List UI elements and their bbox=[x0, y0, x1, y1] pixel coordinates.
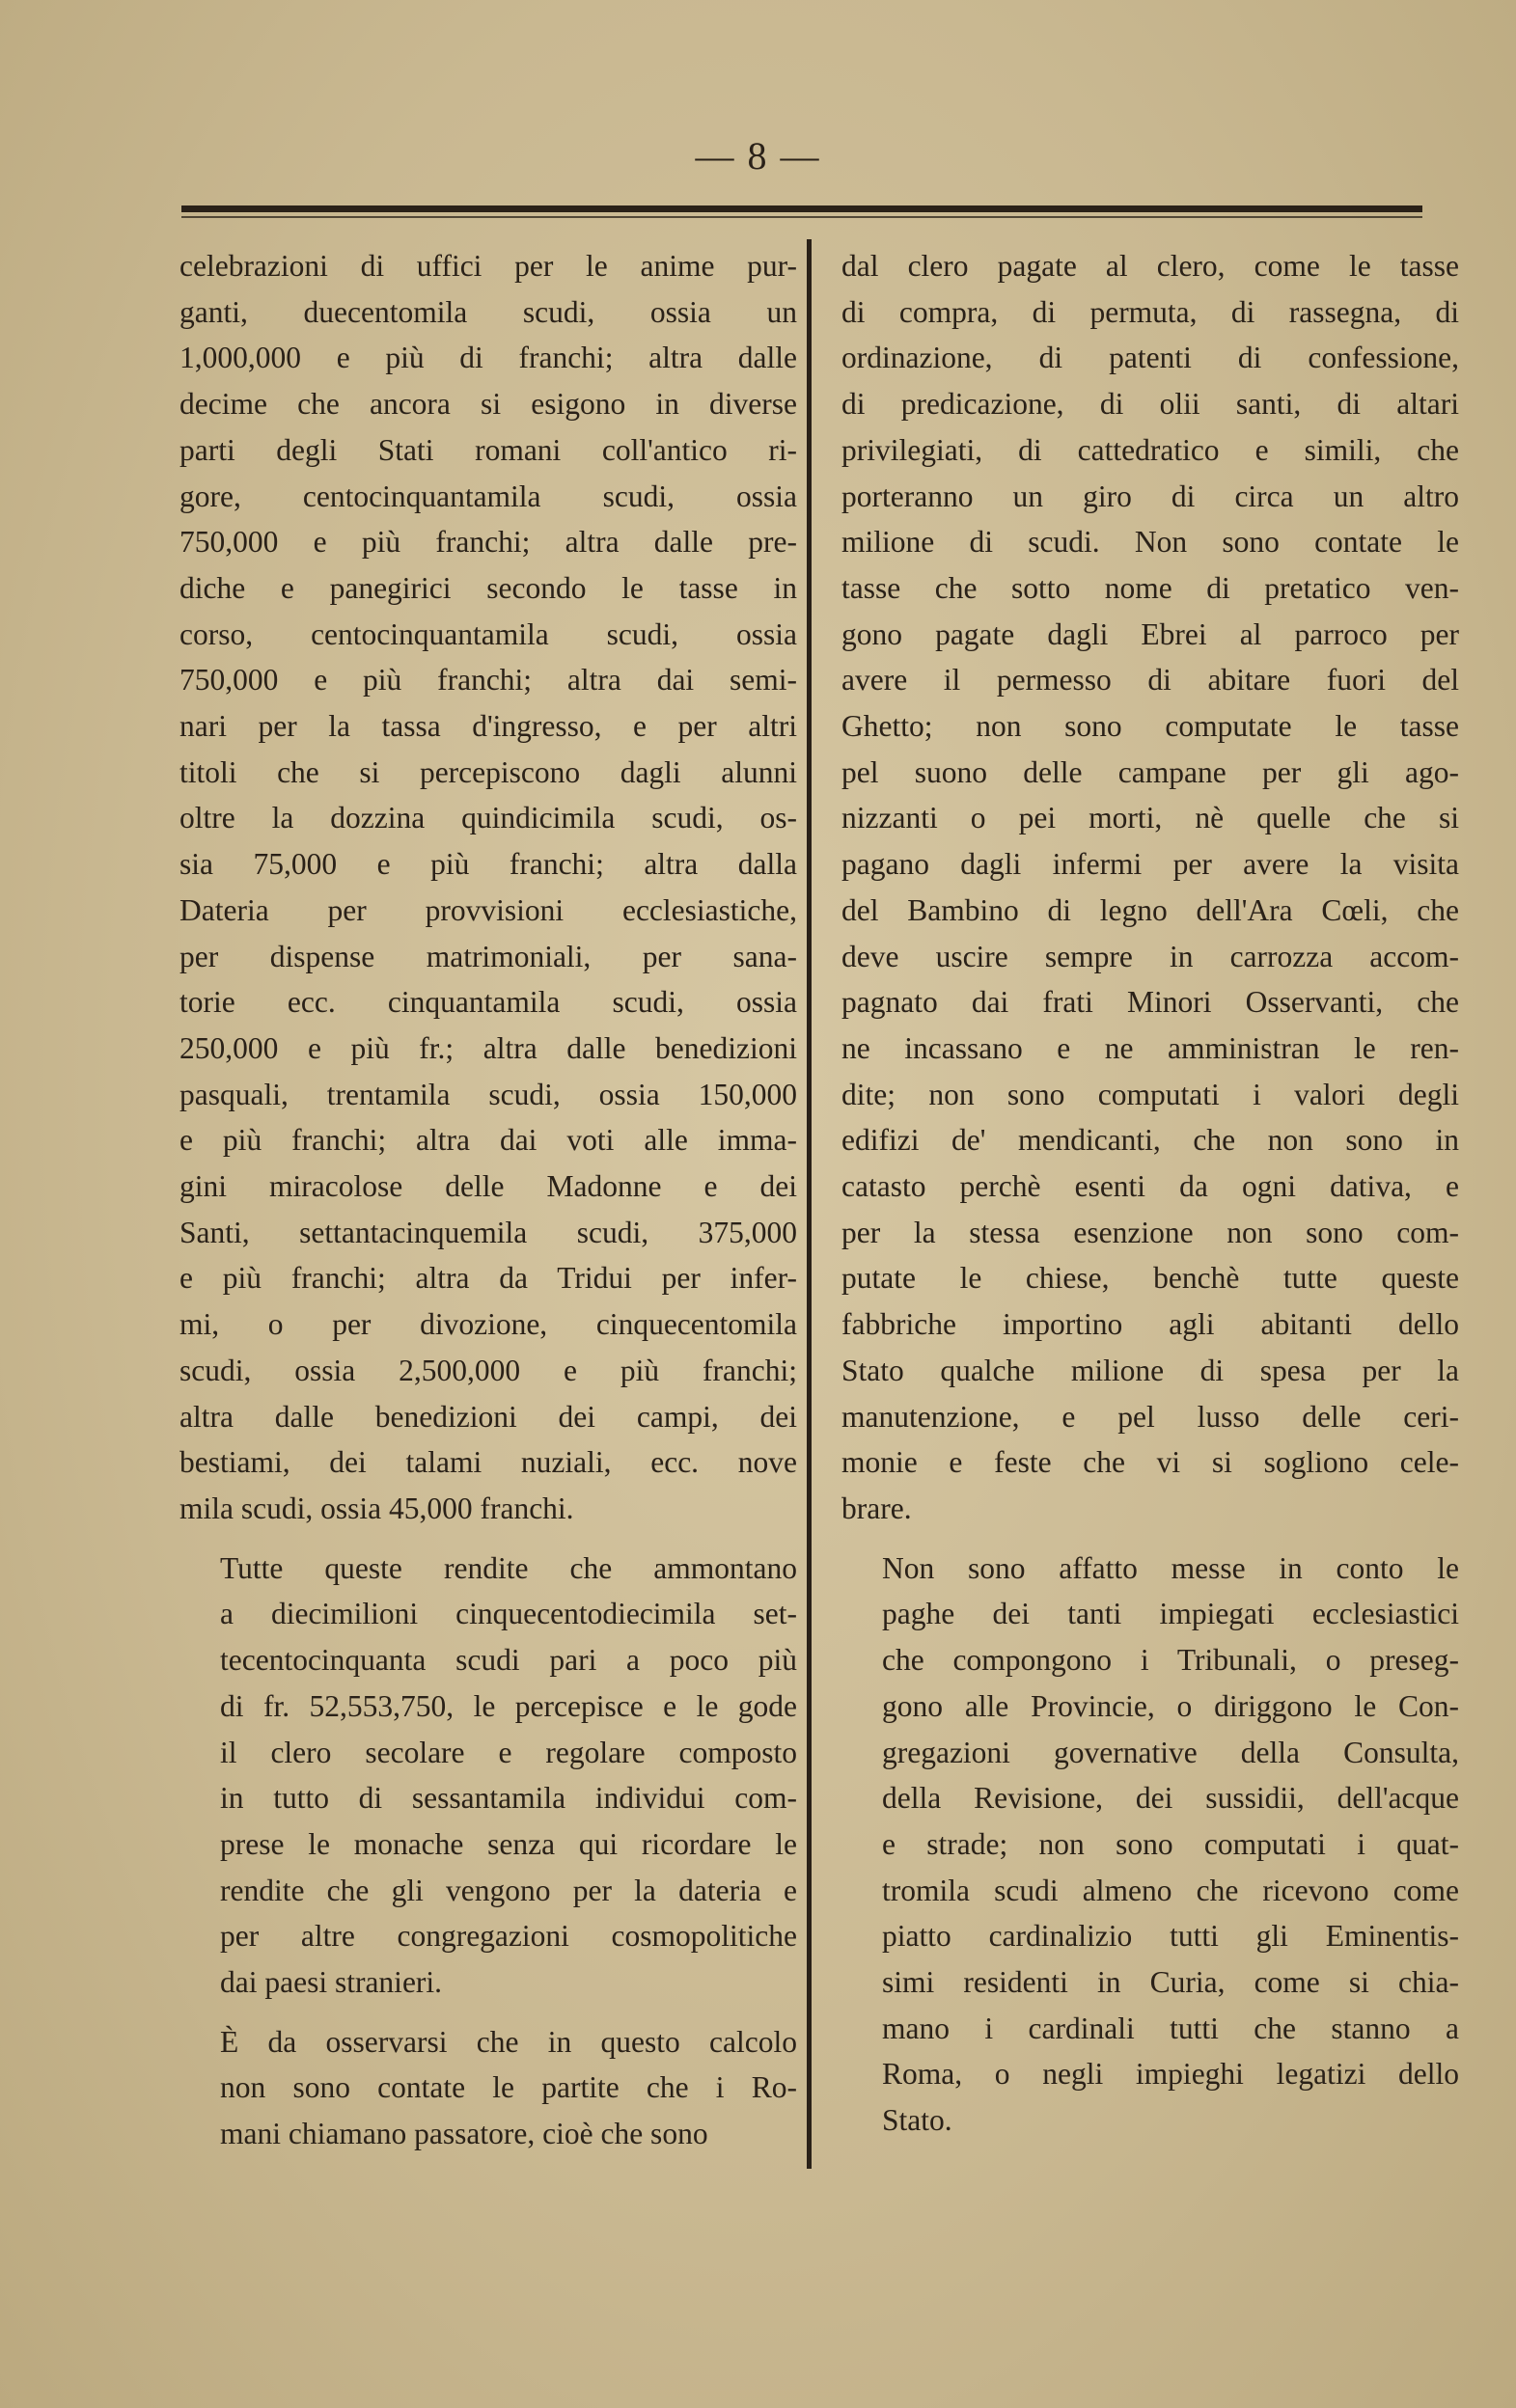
text-line: Ghetto; non sono computate le tasse bbox=[841, 709, 1459, 744]
text-line: 1,000,000 e più di franchi; altra dalle bbox=[179, 341, 797, 375]
text-line: edifizi de' mendicanti, che non sono in bbox=[841, 1123, 1459, 1158]
text-line: di compra, di permuta, di rassegna, di bbox=[841, 294, 1459, 329]
text-line: sia 75,000 e più franchi; altra dalla bbox=[179, 847, 797, 882]
text-line: prese le monache senza qui ricordare le bbox=[220, 1826, 797, 1861]
text-line: 750,000 e più franchi; altra dalle pre- bbox=[179, 525, 797, 560]
text-line: milione di scudi. Non sono contate le bbox=[841, 525, 1459, 560]
text-line: rendite che gli vengono per la dateria e bbox=[220, 1873, 797, 1907]
text-line: pagano dagli infermi per avere la visita bbox=[841, 847, 1459, 882]
text-line: celebrazioni di uffici per le anime pur- bbox=[179, 249, 797, 283]
text-line: e più franchi; altra da Tridui per infer- bbox=[179, 1261, 797, 1296]
text-line: e strade; non sono computati i quat- bbox=[882, 1826, 1459, 1861]
text-line: Stato qualche milione di spesa per la bbox=[841, 1353, 1459, 1387]
text-line: di predicazione, di olii santi, di altari bbox=[841, 387, 1459, 422]
text-line: Roma, o negli impieghi legatizi dello bbox=[882, 2057, 1459, 2092]
text-line: corso, centocinquantamila scudi, ossia bbox=[179, 616, 797, 651]
text-line: oltre la dozzina quindicimila scudi, os- bbox=[179, 801, 797, 835]
text-line: gregazioni governative della Consulta, bbox=[882, 1735, 1459, 1769]
text-line: nari per la tassa d'ingresso, e per altri bbox=[179, 709, 797, 744]
text-line: Stato. bbox=[882, 2103, 952, 2138]
paragraph bbox=[841, 1546, 1459, 2144]
text-line: Non sono affatto messe in conto le bbox=[882, 1550, 1459, 1585]
text-line: della Revisione, dei sussidii, dell'acque bbox=[882, 1781, 1459, 1816]
header-rule-thin bbox=[181, 216, 1422, 218]
text-line: È da osservarsi che in questo calcolo bbox=[220, 2024, 797, 2059]
text-line: avere il permesso di abitare fuori del bbox=[841, 663, 1459, 698]
text-line: mani chiamano passatore, cioè che sono bbox=[220, 2117, 708, 2151]
text-line: titoli che si percepiscono dagli alunni bbox=[179, 754, 797, 789]
paragraph bbox=[841, 243, 1459, 1532]
text-line: tasse che sotto nome di pretatico ven- bbox=[841, 570, 1459, 605]
text-line: pel suono delle campane per gli ago- bbox=[841, 754, 1459, 789]
text-line: del Bambino di legno dell'Ara Cœli, che bbox=[841, 892, 1459, 927]
text-line: putate le chiese, benchè tutte queste bbox=[841, 1261, 1459, 1296]
text-line: parti degli Stati romani coll'antico ri- bbox=[179, 432, 797, 467]
text-line: per altre congregazioni cosmopolitiche bbox=[220, 1919, 797, 1954]
text-line: fabbriche importino agli abitanti dello bbox=[841, 1307, 1459, 1342]
paragraph bbox=[179, 243, 797, 1532]
text-line: privilegiati, di cattedratico e simili, che bbox=[841, 432, 1459, 467]
text-line: a diecimilioni cinquecentodiecimila set- bbox=[220, 1597, 797, 1631]
text-line: non sono contate le partite che i Ro- bbox=[220, 2070, 797, 2105]
text-line: mano i cardinali tutti che stanno a bbox=[882, 2011, 1459, 2045]
paragraph bbox=[179, 1546, 797, 2006]
text-line: pasquali, trentamila scudi, ossia 150,000 bbox=[179, 1077, 797, 1111]
text-line: in tutto di sessantamila individui com- bbox=[220, 1781, 797, 1816]
text-line: di fr. 52,553,750, le percepisce e le gode bbox=[220, 1688, 797, 1723]
text-line: Dateria per provvisioni ecclesiastiche, bbox=[179, 892, 797, 927]
text-line: Santi, settantacinquemila scudi, 375,000 bbox=[179, 1215, 797, 1249]
text-line: ordinazione, di patenti di confessione, bbox=[841, 341, 1459, 375]
text-line: mi, o per divozione, cinquecentomila bbox=[179, 1307, 797, 1342]
text-line: tromila scudi almeno che ricevono come bbox=[882, 1873, 1459, 1907]
text-line: mila scudi, ossia 45,000 franchi. bbox=[179, 1491, 574, 1525]
text-line: deve uscire sempre in carrozza accom- bbox=[841, 939, 1459, 973]
text-line: dai paesi stranieri. bbox=[220, 1965, 443, 2000]
text-line: tecentocinquanta scudi pari a poco più bbox=[220, 1643, 797, 1678]
text-line: altra dalle benedizioni dei campi, dei bbox=[179, 1399, 797, 1434]
text-line: nizzanti o pei morti, nè quelle che si bbox=[841, 801, 1459, 835]
text-line: diche e panegirici secondo le tasse in bbox=[179, 570, 797, 605]
text-line: gono pagate dagli Ebrei al parroco per bbox=[841, 616, 1459, 651]
text-line: dite; non sono computati i valori degli bbox=[841, 1077, 1459, 1111]
text-line: che compongono i Tribunali, o preseg- bbox=[882, 1643, 1459, 1678]
text-line: decime che ancora si esigono in diverse bbox=[179, 387, 797, 422]
text-line: ganti, duecentomila scudi, ossia un bbox=[179, 294, 797, 329]
text-line: gini miracolose delle Madonne e dei bbox=[179, 1169, 797, 1204]
text-line: brare. bbox=[841, 1491, 912, 1525]
text-line: 250,000 e più fr.; altra dalle benedizioni bbox=[179, 1030, 797, 1065]
text-line: per dispense matrimoniali, per sana- bbox=[179, 939, 797, 973]
text-line: torie ecc. cinquantamila scudi, ossia bbox=[179, 985, 797, 1020]
text-line: Tutte queste rendite che ammontano bbox=[220, 1550, 797, 1585]
column-divider bbox=[807, 239, 812, 2169]
text-line: piatto cardinalizio tutti gli Eminentis- bbox=[882, 1919, 1459, 1954]
text-line: gono alle Provincie, o diriggono le Con- bbox=[882, 1688, 1459, 1723]
text-line: 750,000 e più franchi; altra dai semi- bbox=[179, 663, 797, 698]
text-line: monie e feste che vi si sogliono cele- bbox=[841, 1445, 1459, 1480]
paragraph bbox=[179, 2019, 797, 2157]
page-number: — 8 — bbox=[695, 134, 821, 178]
text-line: catasto perchè esenti da ogni dativa, e bbox=[841, 1169, 1459, 1204]
text-line: per la stessa esenzione non sono com- bbox=[841, 1215, 1459, 1249]
text-line: simi residenti in Curia, come si chia- bbox=[882, 1965, 1459, 2000]
text-line: e più franchi; altra dai voti alle imma- bbox=[179, 1123, 797, 1158]
text-line: il clero secolare e regolare composto bbox=[220, 1735, 797, 1769]
text-line: dal clero pagate al clero, come le tasse bbox=[841, 249, 1459, 283]
text-line: ne incassano e ne amministran le ren- bbox=[841, 1030, 1459, 1065]
text-line: gore, centocinquantamila scudi, ossia bbox=[179, 479, 797, 513]
text-line: porteranno un giro di circa un altro bbox=[841, 479, 1459, 513]
text-line: bestiami, dei talami nuziali, ecc. nove bbox=[179, 1445, 797, 1480]
header-rule-thick bbox=[181, 205, 1422, 212]
right-column bbox=[841, 243, 1459, 2144]
text-line: scudi, ossia 2,500,000 e più franchi; bbox=[179, 1353, 797, 1387]
text-line: pagnato dai frati Minori Osservanti, che bbox=[841, 985, 1459, 1020]
text-line: manutenzione, e pel lusso delle ceri- bbox=[841, 1399, 1459, 1434]
left-column bbox=[179, 243, 797, 2157]
text-line: paghe dei tanti impiegati ecclesiastici bbox=[882, 1597, 1459, 1631]
